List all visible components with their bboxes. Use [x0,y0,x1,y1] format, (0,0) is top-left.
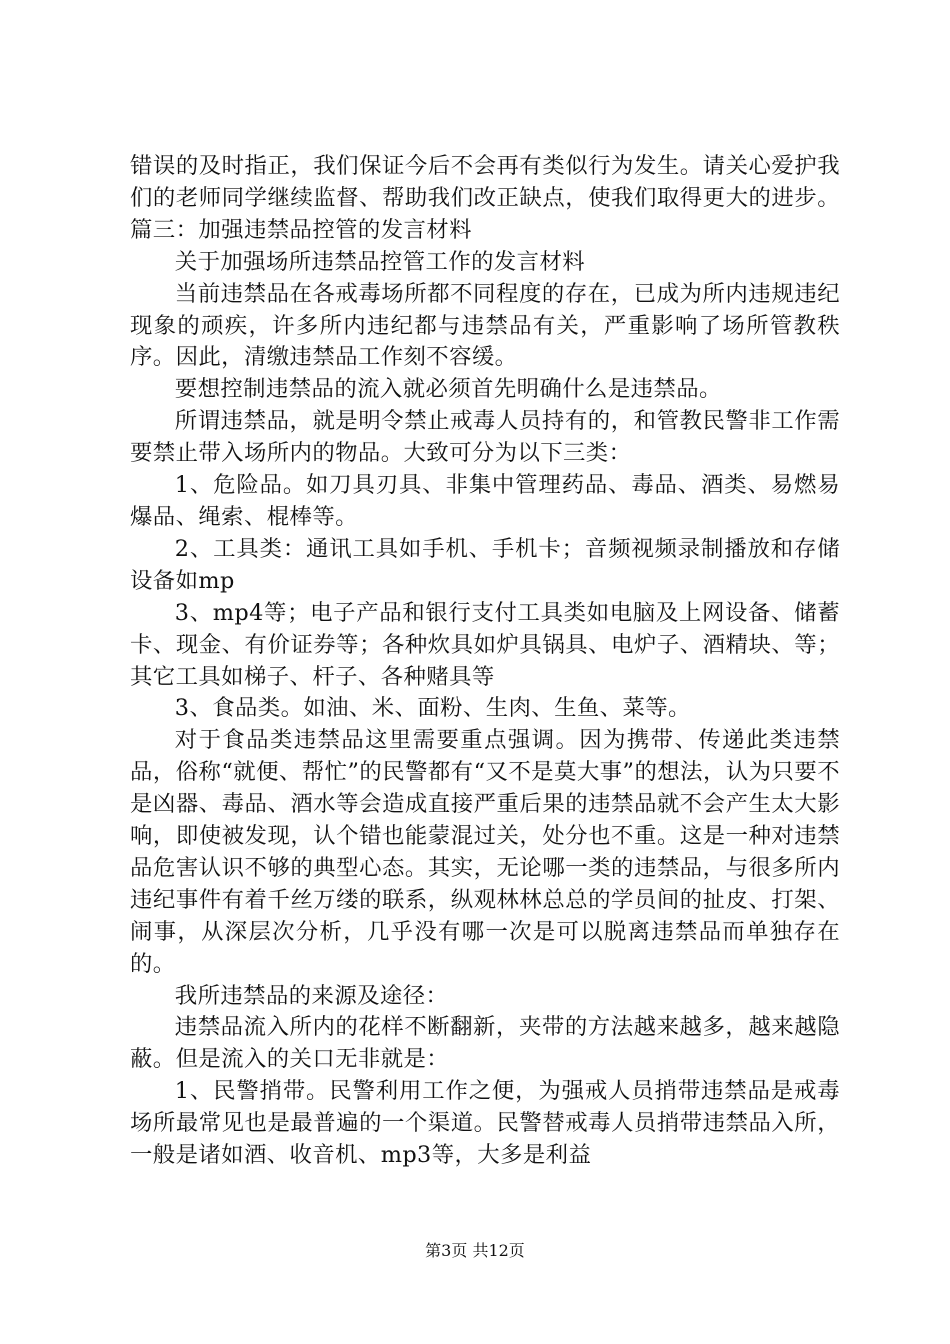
paragraph: 所谓违禁品，就是明令禁止戒毒人员持有的，和管教民警非工作需要禁止带入场所内的物品。大致可分为以下三类： [130,408,840,467]
page-footer: 第3页 共12页 [425,1241,525,1260]
paragraph: 1、危险品。如刀具刃具、非集中管理药品、毒品、酒类、易燃易爆品、绳索、棍棒等。 [130,472,840,530]
paragraph: 3、mp4等；电子产品和银行支付工具类如电脑及上网设备、储蓄卡、现金、有价证券等；各种炊具如炉具锅具、电炉子、酒精块、等；其它工具如梯子、杆子、各种赌具等 [130,599,840,690]
paragraph: 对于食品类违禁品这里需要重点强调。因为携带、传递此类违禁品，俗称“就便、帮忙”的民警都有“又不是莫大事”的想法，认为只要不是凶器、毒品、酒水等会造成直接严重后果的违禁品就不会产生太大影响，即使被发现，认个错也能蒙混过关，处分也不重。这是一种对违禁品危害认识不够的典型心态。其实，无论哪一类的违禁品，与很多所内违纪事件有着千丝万缕的联系，纵观林林总总的学员间的扯皮、打架、闹事，从深层次分析，几乎没有哪一次是可以脱离违禁品而单独存在的。 [130,727,840,977]
paragraph: 1、民警捎带。民警利用工作之便，为强戒人员捎带违禁品是戒毒场所最常见也是最普遍的一个渠道。民警替戒毒人员捎带违禁品入所，一般是诸如酒、收音机、mp3等，大多是利益 [130,1078,840,1169]
document-body [130,151,840,1172]
paragraph: 我所违禁品的来源及途径： [174,982,449,1009]
paragraph: 当前违禁品在各戒毒场所都不同程度的存在，已成为所内违规违纪现象的顽疾，许多所内违纪都与违禁品有关，严重影响了场所管教秩序。因此，清缴违禁品工作刻不容缓。 [130,280,840,371]
paragraph: 3、食品类。如油、米、面粉、生肉、生鱼、菜等。 [174,695,691,722]
paragraph: 要想控制违禁品的流入就必须首先明确什么是违禁品。 [174,376,722,403]
paragraph: 2、工具类：通讯工具如手机、手机卡；音频视频录制播放和存储设备如mp [130,535,840,594]
paragraph: 关于加强场所违禁品控管工作的发言材料 [174,248,586,275]
paragraph: 违禁品流入所内的花样不断翻新，夹带的方法越来越多，越来越隐蔽。但是流入的关口无非就是： [130,1014,840,1073]
paragraph: 错误的及时指正，我们保证今后不会再有类似行为发生。请关心爱护我们的老师同学继续监督、帮助我们改正缺点，使我们取得更大的进步。篇三：加强违禁品控管的发言材料 [130,153,840,243]
